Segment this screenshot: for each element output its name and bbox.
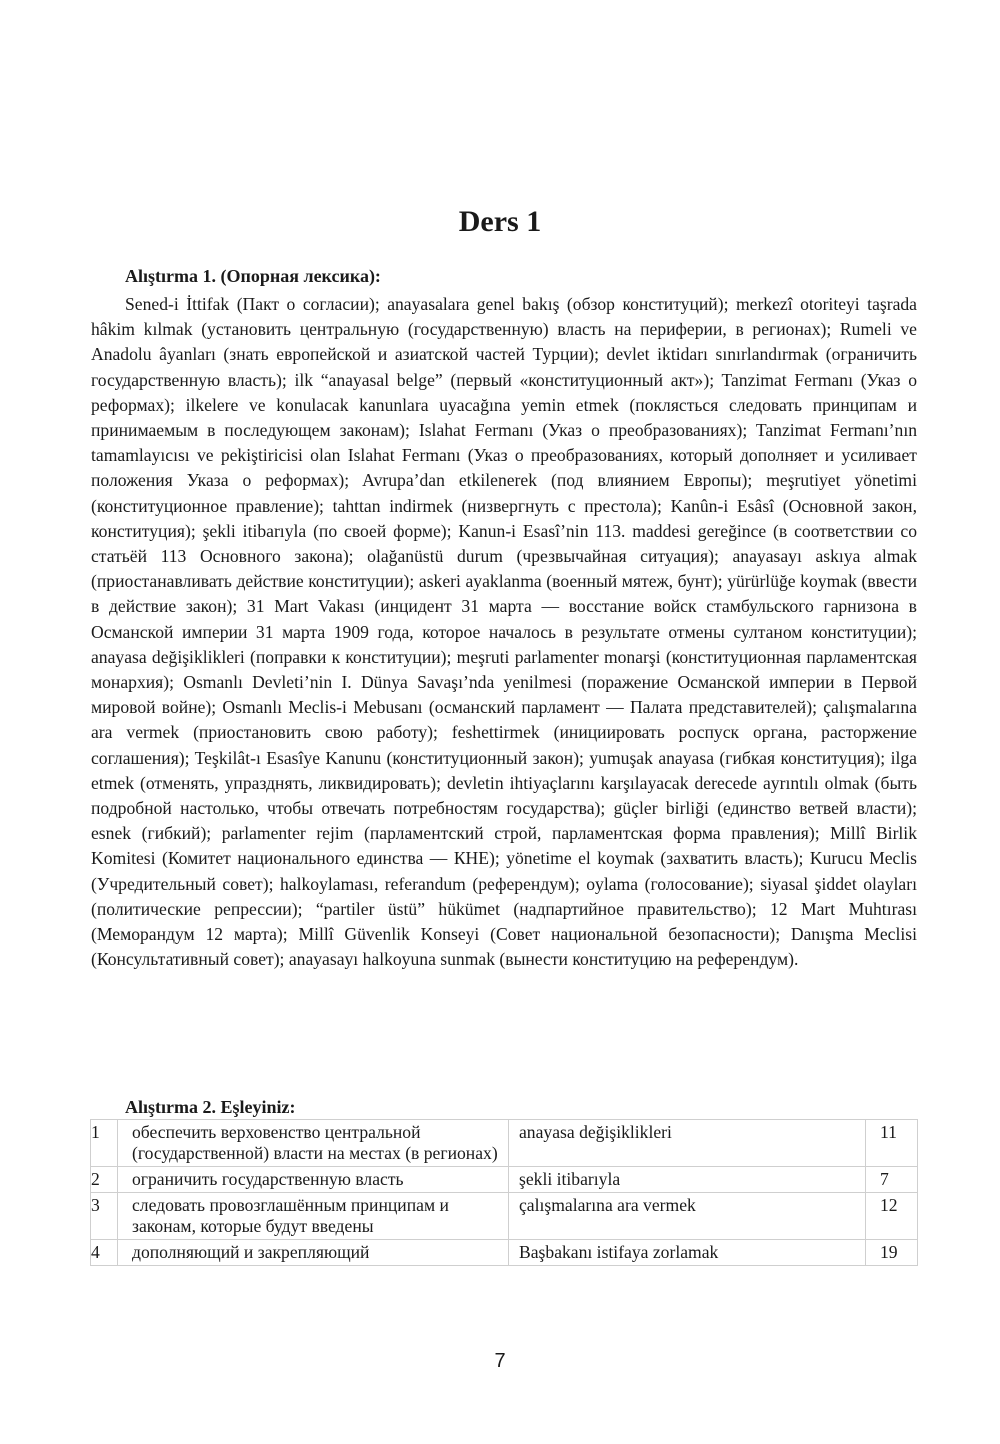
exercise1-heading: Alıştırma 1. (Опорная лексика): bbox=[125, 266, 381, 286]
exercise2-heading: Alıştırma 2. Eşleyiniz: bbox=[125, 1097, 296, 1117]
table-row bbox=[91, 1120, 918, 1167]
russian-phrase: ограничить государственную власть bbox=[118, 1167, 509, 1193]
table-row bbox=[91, 1193, 918, 1240]
russian-phrase: дополняющий и закрепляющий bbox=[118, 1240, 509, 1266]
exercise1-vocabulary-text: Sened-i İttifak (Пакт о согласии); anayasalara genel bakış (обзор конституций); merkezî otoriteyi taşrada hâkim kılmak (установить центральную (государственную) власть на периферии, в регионах); Rumeli ve Anadolu âyanları (знать европейской и азиатской частей Турции); devlet iktidarı sınırlandırmak (ограничить государственную власть); ilk “anayasal belge” (первый «конституционный акт»); Tanzimat Fermanı (Указ о реформах); ilkelere ve konulacak kanunlara uyacağına yemin etmek (поклясться следовать принципам и принимаемым в последующем законам); Islahat Fermanı (Указ о преобразованиях); Tanzimat Fermanı’nın tamamlayıcısı ve pekiştiricisi olan Islahat Fermanı (Указ о преобразованиях, который дополняет и усиливает положения Указа о реформах); Avrupa’dan etkilenerek (под влиянием Европы); meşrutiyet yönetimi (конституционное правление); tahttan indirmek (низвергнуть с престола); Kanûn-i Esâsî (Основной закон, конституция); şekli itibarıyla (по своей форме); Kanun-i Esasî’nin 113. maddesi gereğince (в соответствии со статьёй 113 Основного закона); olağanüstü durum (чрезвычайная ситуация); anayasayı askıya almak (приостанавливать действие конституции); askeri ayaklanma (военный мятеж, бунт); yürürlüğe koymak (ввести в действие закон); 31 Mart Vakası (инцидент 31 марта — восстание войск стамбульского гарнизона в Османской империи 31 марта 1909 года, которое началось в результате отмены султаном конституции); anayasa değişiklikleri (поправки к конституции); meşruti parlamenter monarşi (конституционная парламентская монархия); Osmanlı Devleti’nin I. Dünya Savaşı’nda yenilmesi (поражение Османской империи в Первой мировой войне); Osmanlı Meclis-i Mebusanı (османский парламент — Палата представителей); çalışmalarına ara vermek (приостановить свою работу); feshettirmek (инициировать роспуск органа, расторжение соглашения); Teşkilât-ı Esasîye Kanunu (конституционный закон); yumuşak anayasa (гибкая конституция); ilga etmek (отменять, упразднять, ликвидировать); devletin ihtiyaçlarını karşılayacak derecede ayrıntılı olmak (быть подробной настолько, чтобы отвечать потребностям государства); güçler birliği (единство ветвей власти); esnek (гибкий); parlamenter rejim (парламентский строй, парламентская форма правления); Millî Birlik Komitesi (Комитет национального единства — КНЕ); yönetime el koymak (захватить власть); Kurucu Meclis (Учредительный совет); halkoylaması, referandum (референдум); oylama (голосование); siyasal şiddet olayları (политические репрессии); “partiler üstü” hükümet (надпартийное правительство); 12 Mart Muhtırası (Меморандум 12 марта); Millî Güvenlik Konseyi (Совет национальной безопасности); Danışma Meclisi (Консультативный совет); anayasayı halkoyuna sunmak (вынести конституцию на референдум). bbox=[91, 294, 917, 970]
match-number: 19 bbox=[866, 1240, 918, 1266]
table-row bbox=[91, 1240, 918, 1266]
match-number: 7 bbox=[866, 1167, 918, 1193]
russian-phrase: обеспечить верховенство центральной (государственной) власти на местах (в регионах) bbox=[118, 1120, 509, 1167]
match-number: 11 bbox=[866, 1120, 918, 1167]
table-row bbox=[91, 1167, 918, 1193]
page-number: 7 bbox=[494, 1350, 506, 1372]
turkish-phrase: Başbakanı istifaya zorlamak bbox=[509, 1240, 866, 1266]
turkish-phrase: anayasa değişiklikleri bbox=[509, 1120, 866, 1167]
matching-table bbox=[90, 1119, 918, 1266]
row-number: 1 bbox=[91, 1120, 118, 1167]
row-number: 3 bbox=[91, 1193, 118, 1240]
row-number: 2 bbox=[91, 1167, 118, 1193]
page-title: Ders 1 bbox=[458, 205, 542, 238]
row-number: 4 bbox=[91, 1240, 118, 1266]
russian-phrase: следовать провозглашённым принципам и законам, которые будут введены bbox=[118, 1193, 509, 1240]
turkish-phrase: çalışmalarına ara vermek bbox=[509, 1193, 866, 1240]
turkish-phrase: şekli itibarıyla bbox=[509, 1167, 866, 1193]
match-number: 12 bbox=[866, 1193, 918, 1240]
